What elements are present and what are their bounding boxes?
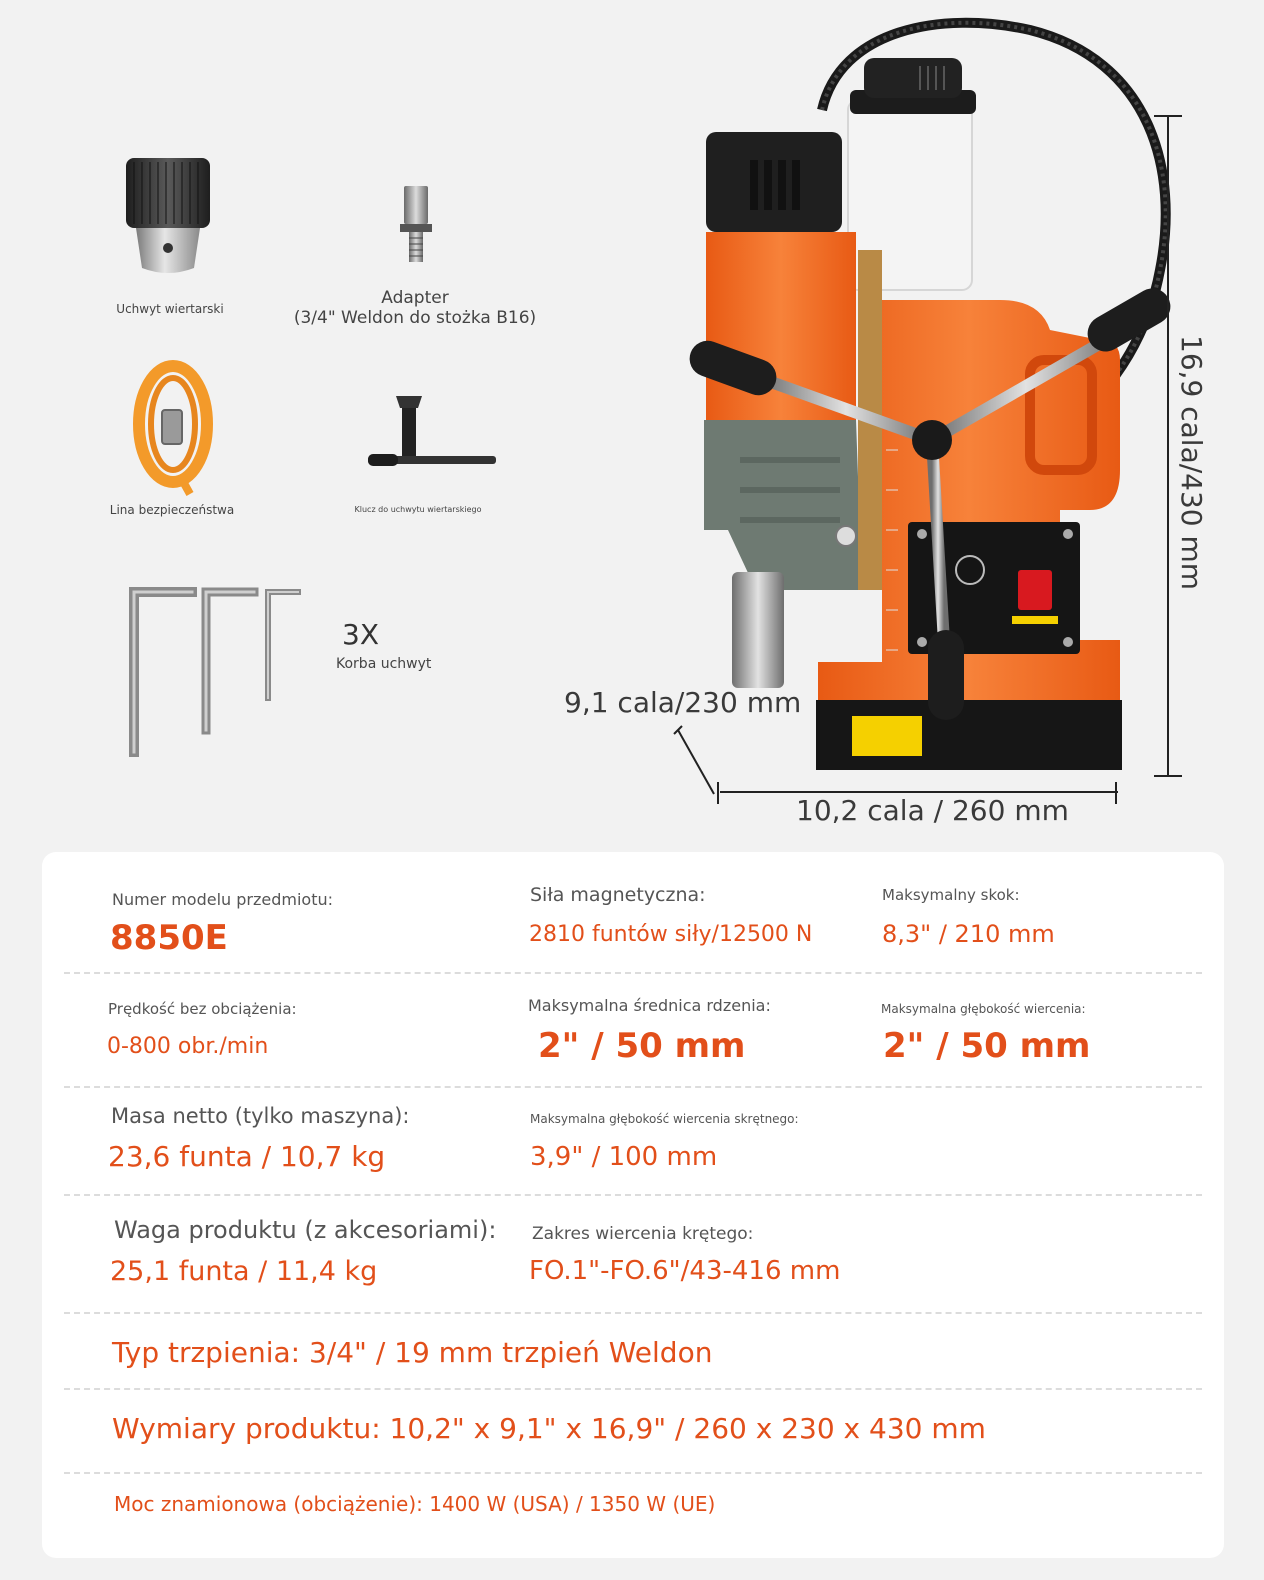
height-dimension-label: 16,9 cala/430 mm <box>1175 335 1208 591</box>
twist-range-value: FO.1"-FO.6"/43-416 mm <box>529 1256 841 1286</box>
width-dimension-label: 10,2 cala / 260 mm <box>796 794 1069 827</box>
no-load-speed-label: Prędkość bez obciążenia: <box>108 1000 297 1018</box>
hex-wrenches-image <box>122 584 306 760</box>
chuck-label: Uchwyt wiertarski <box>116 302 224 316</box>
adapter-label-line2: (3/4" Weldon do stożka B16) <box>293 308 537 328</box>
model-value: 8850E <box>110 918 228 958</box>
drill-chuck-image <box>118 150 218 280</box>
max-core-diameter-value: 2" / 50 mm <box>538 1026 746 1066</box>
divider <box>64 1194 1202 1196</box>
model-label: Numer modelu przedmiotu: <box>112 890 334 909</box>
key-label: Klucz do uchwytu wiertarskiego <box>354 505 482 514</box>
shank-type-line: Typ trzpienia: 3/4" / 19 mm trzpień Weldon <box>112 1336 713 1369</box>
net-mass-label: Masa netto (tylko maszyna): <box>111 1104 410 1128</box>
wrench-count: 3X <box>342 618 379 651</box>
divider <box>64 972 1202 974</box>
height-dimension-wrap <box>1154 335 1234 591</box>
max-twist-depth-value: 3,9" / 100 mm <box>530 1142 718 1172</box>
max-drill-depth-label: Maksymalna głębokość wiercenia: <box>881 1002 1086 1016</box>
adapter-label-line1: Adapter <box>381 288 449 308</box>
product-dimensions-line: Wymiary produktu: 10,2" x 9,1" x 16,9" / 260 x 230 x 430 mm <box>112 1412 986 1445</box>
twist-range-label: Zakres wiercenia krętego: <box>532 1224 754 1244</box>
divider <box>64 1388 1202 1390</box>
depth-dimension-label: 9,1 cala/230 mm <box>564 686 802 719</box>
no-load-speed-value: 0-800 obr./min <box>107 1034 269 1059</box>
rope-label: Lina bezpieczeństwa <box>109 503 235 517</box>
max-twist-depth-label: Maksymalna głębokość wiercenia skrętnego: <box>530 1112 799 1126</box>
magnetic-force-label: Siła magnetyczna: <box>530 884 706 906</box>
divider <box>64 1312 1202 1314</box>
max-drill-depth-value: 2" / 50 mm <box>883 1026 1091 1066</box>
gross-weight-value: 25,1 funta / 11,4 kg <box>110 1256 378 1287</box>
specifications-panel <box>42 852 1224 1558</box>
wrench-label: Korba uchwyt <box>336 656 432 672</box>
max-stroke-value: 8,3" / 210 mm <box>882 920 1055 948</box>
net-mass-value: 23,6 funta / 10,7 kg <box>108 1140 386 1173</box>
max-core-diameter-label: Maksymalna średnica rdzenia: <box>528 996 771 1015</box>
safety-rope-image <box>130 358 216 496</box>
gross-weight-label: Waga produktu (z akcesoriami): <box>114 1216 497 1244</box>
adapter-image <box>396 184 436 266</box>
magnetic-force-value: 2810 funtów siły/12500 N <box>529 922 813 947</box>
rated-power-line: Moc znamionowa (obciążenie): 1400 W (USA) / 1350 W (UE) <box>114 1492 716 1516</box>
divider <box>64 1086 1202 1088</box>
max-stroke-label: Maksymalny skok: <box>882 886 1020 904</box>
divider <box>64 1472 1202 1474</box>
chuck-key-image <box>364 392 500 474</box>
